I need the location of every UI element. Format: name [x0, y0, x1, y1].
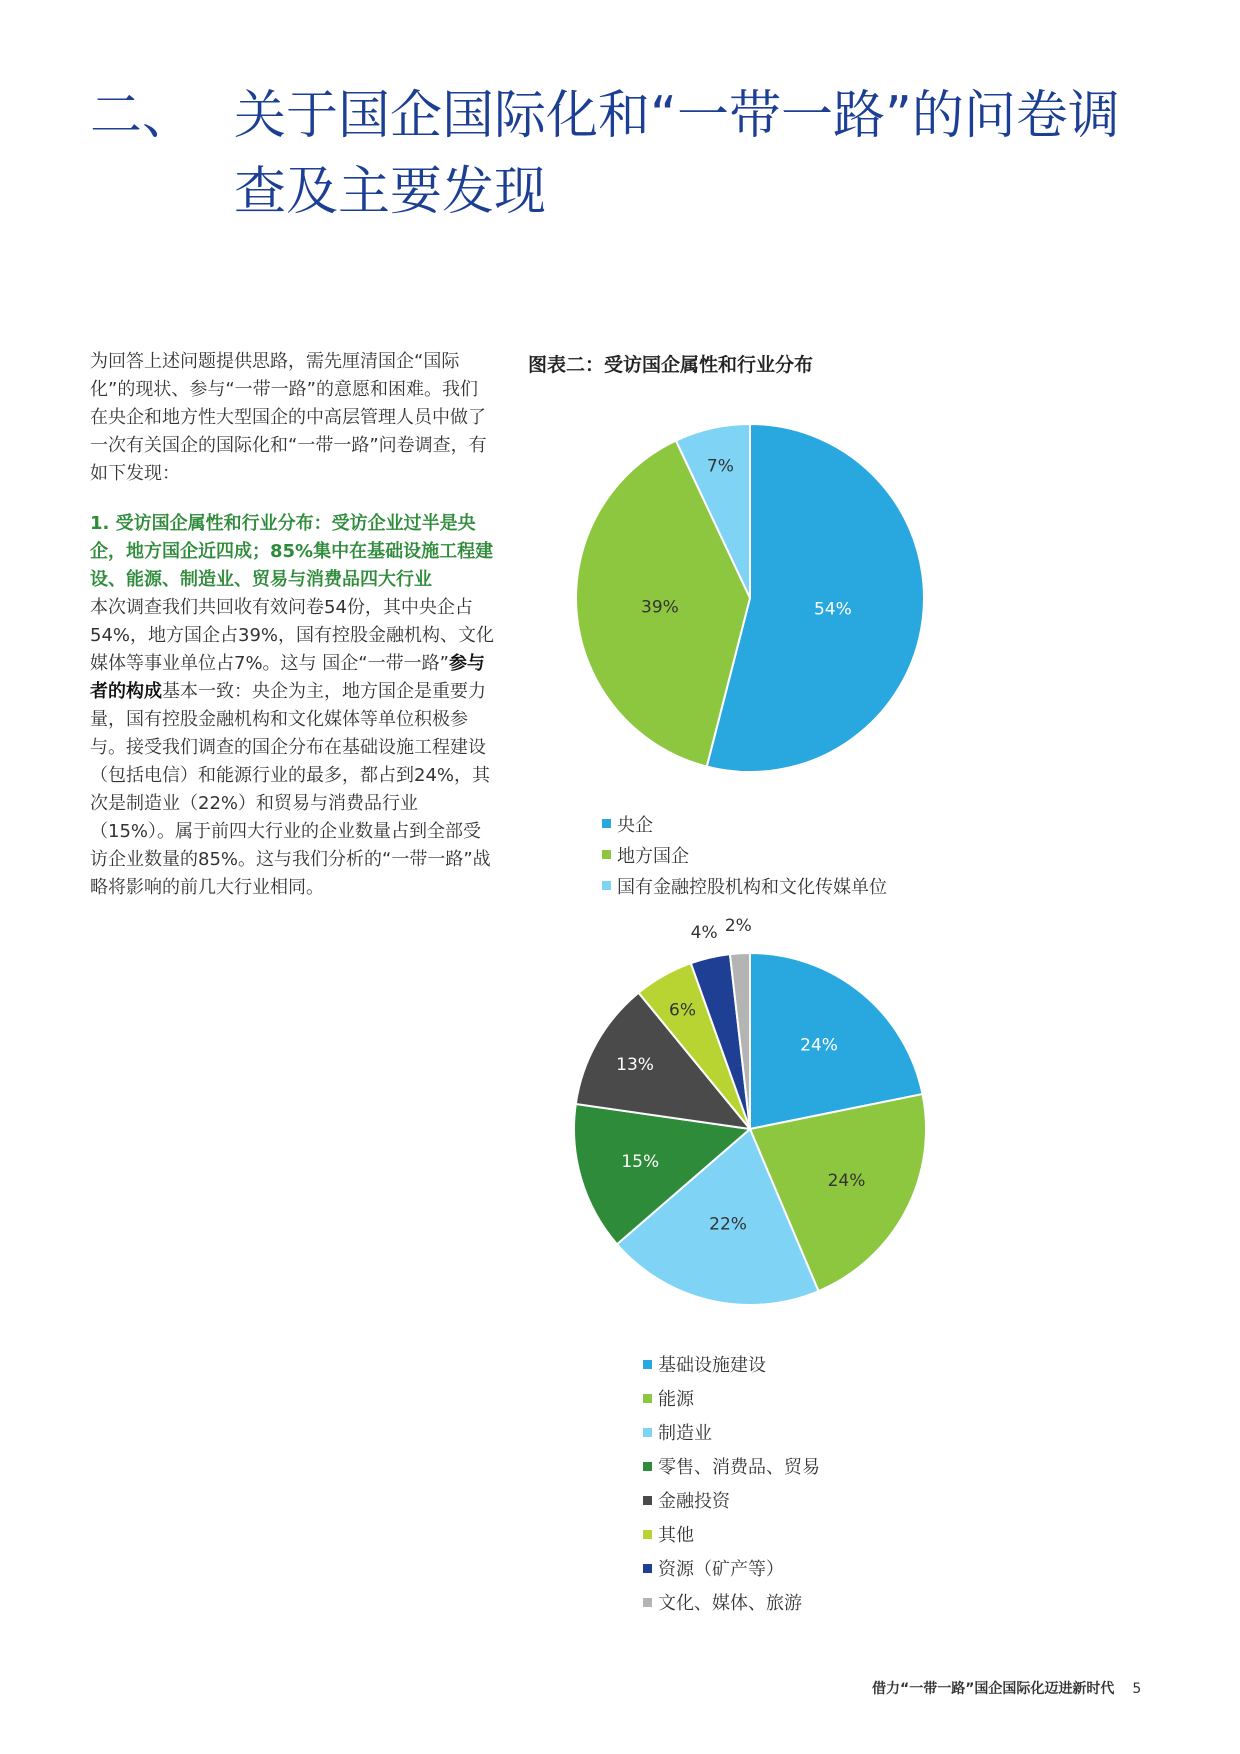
pie-slice-label-6: 6%: [669, 1000, 696, 1021]
legend-item: [643, 1551, 820, 1585]
section-number: 二、: [90, 86, 195, 146]
legend-item: [643, 1415, 820, 1449]
pie-slice-label-4: 15%: [621, 1152, 660, 1173]
footer-title: 借力“一带一路”国企国际化迈进新时代: [872, 1681, 1115, 1697]
legend-label: 国有金融控股机构和文化传媒单位: [617, 876, 887, 898]
legend-label: 资源（矿产等）: [658, 1559, 784, 1580]
legend-label: 基础设施建设: [658, 1355, 766, 1376]
industry-pie-chart: [574, 916, 926, 1305]
legend-label: 制造业: [658, 1423, 712, 1444]
pie-slice-label-3: 7%: [706, 456, 734, 477]
legend-item: [643, 1483, 820, 1517]
legend-label: 能源: [658, 1389, 694, 1410]
pie-slice-label-1: 24%: [800, 1035, 838, 1056]
legend-swatch: [643, 1462, 652, 1471]
legend-label: 文化、媒体、旅游: [658, 1593, 802, 1614]
legend-item: [643, 1585, 820, 1619]
pie-slice-label-2: 24%: [827, 1170, 866, 1191]
pie-slice-label-8: 2%: [724, 916, 752, 937]
pie-slice-label-2: 39%: [641, 597, 679, 618]
industry-legend: [643, 1347, 820, 1619]
pie-slice-label-7: 4%: [690, 922, 718, 943]
legend-label: 金融投资: [658, 1491, 730, 1512]
legend-swatch: [643, 1564, 652, 1573]
legend-item: [602, 808, 887, 839]
legend-swatch: [643, 1428, 652, 1437]
legend-swatch: [643, 1496, 652, 1505]
pie-slice-label-5: 13%: [616, 1055, 654, 1076]
legend-swatch: [643, 1598, 652, 1607]
legend-label: 央企: [617, 814, 653, 836]
body-text-bold: 参与者的构成: [90, 653, 485, 702]
legend-label: 零售、消费品、贸易: [658, 1457, 820, 1478]
legend-swatch: [602, 881, 611, 890]
ownership-legend: [602, 808, 887, 901]
body-text-part-2: 基本一致：央企为主，地方国企是重要力量，国有控股金融机构和文化媒体等单位积极参与。接受我们调查的国企分布在基础设施工程建设（包括电信）和能源行业的最多，都占到24%，其次是制造业（22%）和贸易与消费品行业（15%）。属于前四大行业的企业数量占到全部受访企业数量的85%。这与我们分析的“一带一路”战略将影响的前几大行业相同。: [90, 681, 491, 898]
legend-item: [602, 839, 887, 870]
legend-item: [602, 870, 887, 901]
legend-swatch: [643, 1360, 652, 1369]
legend-label: 其他: [658, 1525, 694, 1546]
intro-paragraph: 为回答上述问题提供思路，需先厘清国企“国际化”的现状、参与“一带一路”的意愿和困难。我们在央企和地方性大型国企的中高层管理人员中做了一次有关国企的国际化和“一带一路”问卷调查，有如下发现：: [90, 351, 487, 484]
legend-label: 地方国企: [617, 845, 689, 867]
legend-item: [643, 1449, 820, 1483]
finding-heading: 1. 受访国企属性和行业分布：受访企业过半是央企，地方国企近四成；85%集中在基础设施工程建设、能源、制造业、贸易与消费品四大行业: [90, 513, 494, 590]
body-text-part-1: 本次调查我们共回收有效问卷54份，其中央企占54%，地方国企占39%，国有控股金融机构、文化媒体等事业单位占7%。这与 国企“一带一路”: [90, 597, 495, 674]
legend-swatch: [602, 850, 611, 859]
pie-slice-label-1: 54%: [813, 599, 852, 620]
page-number: 5: [1132, 1681, 1142, 1697]
legend-swatch: [643, 1530, 652, 1539]
page-footer: [872, 1678, 1141, 1698]
pie-slice-label-3: 22%: [709, 1214, 747, 1235]
figure-title: 图表二：受访国企属性和行业分布: [528, 354, 814, 376]
legend-item: [643, 1381, 820, 1415]
legend-swatch: [602, 819, 611, 828]
legend-swatch: [643, 1394, 652, 1403]
ownership-pie-chart: [576, 424, 924, 772]
legend-item: [643, 1347, 820, 1381]
section-title: 关于国企国际化和“一带一路”的问卷调查及主要发现: [234, 86, 1120, 222]
legend-item: [643, 1517, 820, 1551]
